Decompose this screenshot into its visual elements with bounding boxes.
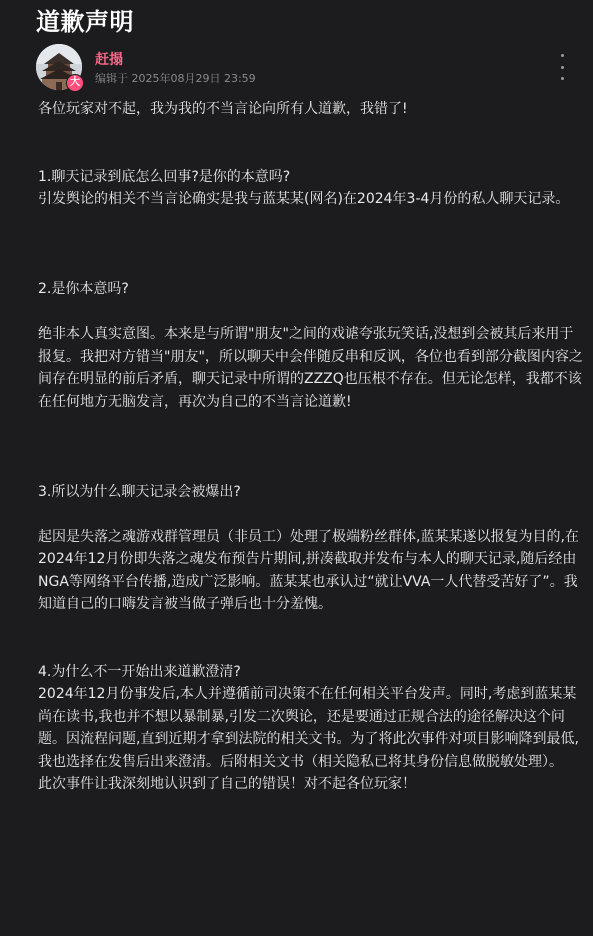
post-content bbox=[38, 98, 583, 796]
section-heading-1: 1.聊天记录到底怎么回事?是你的本意吗? bbox=[38, 168, 291, 185]
paragraph-section-1: 引发舆论的相关不当言论确实是我与蓝某某(网名)在2024年3-4月份的私人聊天记录。 bbox=[38, 191, 570, 207]
author-name[interactable]: 赶搨 bbox=[95, 52, 123, 68]
more-vertical-icon[interactable] bbox=[554, 54, 570, 80]
edit-timestamp: 编辑于 2025年08月29日 23:59 bbox=[95, 72, 256, 85]
blank-line bbox=[38, 458, 583, 481]
blank-line bbox=[38, 233, 583, 256]
blank-line bbox=[38, 616, 583, 639]
section-heading-2: 2.是你本意吗? bbox=[38, 281, 129, 297]
section-heading-4: 4.为什么不一开始出来道歉澄清? bbox=[38, 663, 241, 680]
author-header bbox=[36, 44, 576, 92]
blank-line bbox=[38, 436, 583, 459]
blank-line bbox=[38, 256, 583, 279]
more-dot bbox=[561, 66, 564, 69]
paragraph-opening: 各位玩家对不起，我为我的不当言论向所有人道歉，我错了! bbox=[38, 101, 408, 117]
user-level-badge: 大 bbox=[66, 74, 84, 92]
blank-line bbox=[38, 638, 583, 661]
section-heading-3: 3.所以为什么聊天记录会被爆出? bbox=[38, 483, 241, 500]
paragraph-closing: 此次事件让我深刻地认识到了自己的错误！对不起各位玩家！ bbox=[38, 776, 416, 792]
more-dot bbox=[561, 54, 564, 57]
blank-line bbox=[38, 413, 583, 436]
more-dot bbox=[561, 77, 564, 80]
page-title: 道歉声明 bbox=[36, 8, 134, 36]
paragraph-section-2: 绝非本人真实意图。本来是与所谓"朋友"之间的戏谑夸张玩笑话,没想到会被其后来用于报复。我把对方错当"朋友"，所以聊天中会伴随反串和反讽，各位也看到部分截图内容之间存在明显的前后矛盾，聊天记录中所谓的ZZZQ也压根不存在。但无论怎样，我都不该在任何地方无脑发言，再次为自己的不当言论道歉! bbox=[38, 326, 583, 410]
paragraph-section-4: 2024年12月份事发后,本人并遵循前司决策不在任何相关平台发声。同时,考虑到蓝某某尚在读书,我也并不想以暴制暴,引发二次舆论，还是要通过正规合法的途径解决这个问题。因流程问题,直到近期才拿到法院的相关文书。为了将此次事件对项目影响降到最低,我也选择在发售后出来澄清。后附相关文书（相关隐私已将其身份信息做脱敏处理）。 bbox=[38, 686, 579, 770]
blank-line bbox=[38, 211, 583, 234]
paragraph-section-3: 起因是失落之魂游戏群管理员（非员工）处理了极端粉丝群体,蓝某某遂以报复为目的,在2024年12月份即失落之魂发布预告片期间,拼凑截取并发布与本人的聊天记录,随后经由NGA等网络平台传播,造成广泛影响。蓝某某也承认过“就让VVA一人代替受苦好了”。我知道自己的口嗨发言被当做子弹后也十分羞愧。 bbox=[38, 528, 579, 612]
blank-line bbox=[38, 301, 583, 324]
blank-line bbox=[38, 503, 583, 526]
blank-line bbox=[38, 121, 583, 144]
blank-line bbox=[38, 143, 583, 166]
